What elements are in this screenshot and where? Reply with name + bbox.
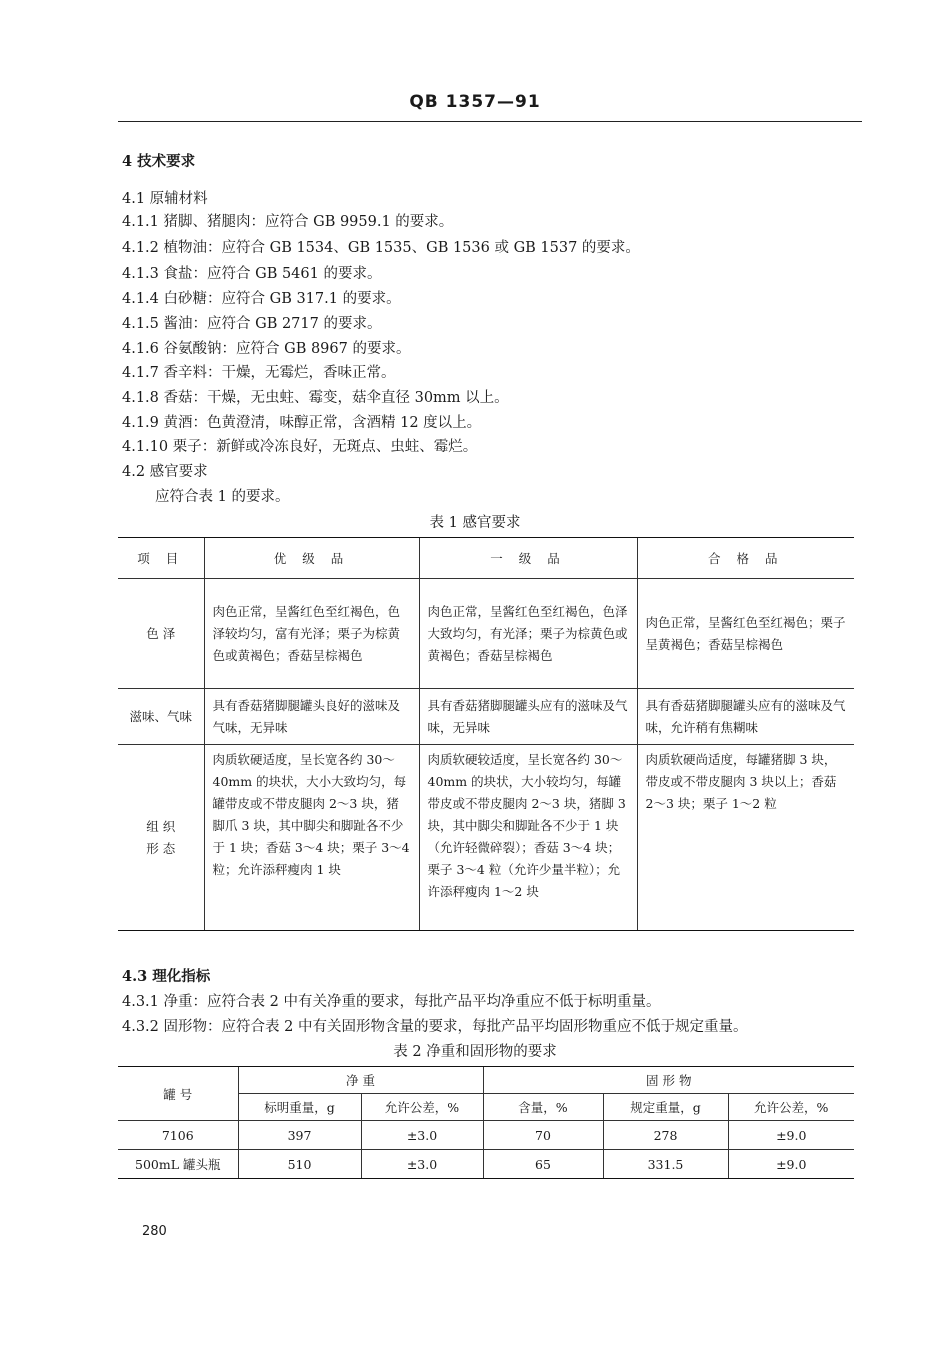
t2-cell: 500mL 罐头瓶 — [118, 1150, 238, 1179]
t2-header-can: 罐 号 — [118, 1067, 238, 1121]
t1-row-label: 组 织 形 态 — [118, 745, 204, 931]
section-4-title: 4 技术要求 — [122, 153, 196, 170]
t1-cell: 肉质软硬适度，呈长宽各约 30～40mm 的块状，大小大致均匀，每罐带皮或不带皮腿肉 2～3 块，猪脚爪 3 块，其中脚尖和脚趾各不少于 1 块；香菇 3～4 块；栗子 3～4 粒；允许添秤瘦肉 1 块 — [204, 745, 419, 931]
t2-subheader: 允许公差，% — [728, 1094, 854, 1121]
t1-cell: 具有香菇猪脚腿罐头应有的滋味及气味，允许稍有焦糊味 — [637, 689, 854, 745]
t1-cell: 具有香菇猪脚腿罐头良好的滋味及气味，无异味 — [204, 689, 419, 745]
clause-4-1-7: 4.1.7 香辛料：干燥，无霉烂，香味正常。 — [122, 365, 396, 381]
t2-subheader: 标明重量，g — [238, 1094, 361, 1121]
t1-header-qualified: 合 格 品 — [637, 538, 854, 579]
clause-4-3-1: 4.3.1 净重：应符合表 2 中有关净重的要求，每批产品平均净重应不低于标明重量。 — [122, 994, 661, 1010]
header-rule — [118, 121, 862, 122]
t2-cell: 7106 — [118, 1121, 238, 1150]
t2-cell: ±3.0 — [361, 1150, 483, 1179]
t1-cell: 具有香菇猪脚腿罐头应有的滋味及气味，无异味 — [419, 689, 637, 745]
clause-4-1-1: 4.1.1 猪脚、猪腿肉：应符合 GB 9959.1 的要求。 — [122, 214, 454, 230]
clause-4-1-4: 4.1.4 白砂糖：应符合 GB 317.1 的要求。 — [122, 291, 401, 307]
page-number: 280 — [142, 1224, 167, 1239]
t2-cell: 397 — [238, 1121, 361, 1150]
clause-4-1-2: 4.1.2 植物油：应符合 GB 1534、GB 1535、GB 1536 或 GB 1537 的要求。 — [122, 240, 640, 256]
clause-4-1-6: 4.1.6 谷氨酸钠：应符合 GB 8967 的要求。 — [122, 341, 411, 357]
t1-row-label: 色 泽 — [118, 579, 204, 689]
standard-code-header: QB 1357—91 — [409, 92, 541, 112]
t1-cell: 肉色正常，呈酱红色至红褐色；栗子呈黄褐色；香菇呈棕褐色 — [637, 579, 854, 689]
t2-cell: ±9.0 — [728, 1150, 854, 1179]
clause-4-1-10: 4.1.10 栗子：新鲜或冷冻良好，无斑点、虫蛀、霉烂。 — [122, 439, 478, 455]
table-2-caption: 表 2 净重和固形物的要求 — [393, 1044, 557, 1060]
section-4-1-title: 4.1 原辅材料 — [122, 191, 208, 207]
t1-header-premium: 优 级 品 — [204, 538, 419, 579]
clause-4-1-9: 4.1.9 黄酒：色黄澄清，味醇正常，含酒精 12 度以上。 — [122, 415, 482, 431]
t2-subheader: 允许公差，% — [361, 1094, 483, 1121]
clause-4-1-5: 4.1.5 酱油：应符合 GB 2717 的要求。 — [122, 316, 382, 332]
t2-cell: ±3.0 — [361, 1121, 483, 1150]
table-1-caption: 表 1 感官要求 — [429, 515, 521, 531]
t2-cell: ±9.0 — [728, 1121, 854, 1150]
t2-subheader: 规定重量，g — [603, 1094, 728, 1121]
section-4-3-title: 4.3 理化指标 — [122, 968, 211, 985]
clause-4-1-8: 4.1.8 香菇：干燥，无虫蛀、霉变，菇伞直径 30mm 以上。 — [122, 390, 509, 406]
sensory-requirements-table — [118, 537, 854, 931]
t2-subheader: 含量，% — [483, 1094, 603, 1121]
t2-header-solids: 固 形 物 — [483, 1067, 854, 1094]
t2-cell: 510 — [238, 1150, 361, 1179]
t2-cell: 70 — [483, 1121, 603, 1150]
net-weight-solids-table — [118, 1066, 854, 1179]
t1-cell: 肉色正常，呈酱红色至红褐色，色泽较均匀，富有光泽；栗子为棕黄色或黄褐色；香菇呈棕褐色 — [204, 579, 419, 689]
section-4-2-title: 4.2 感官要求 — [122, 464, 208, 480]
t1-row-label: 滋味、气味 — [118, 689, 204, 745]
t1-header-item: 项 目 — [118, 538, 204, 579]
clause-4-1-3: 4.1.3 食盐：应符合 GB 5461 的要求。 — [122, 266, 382, 282]
t1-cell: 肉质软硬尚适度，每罐猪脚 3 块，带皮或不带皮腿肉 3 块以上；香菇 2～3 块；栗子 1～2 粒 — [637, 745, 854, 931]
t2-header-net: 净 重 — [238, 1067, 483, 1094]
t2-cell: 331.5 — [603, 1150, 728, 1179]
section-4-2-text: 应符合表 1 的要求。 — [155, 489, 290, 505]
clause-4-3-2: 4.3.2 固形物：应符合表 2 中有关固形物含量的要求，每批产品平均固形物重应不低于规定重量。 — [122, 1019, 748, 1035]
t1-header-first-grade: 一 级 品 — [419, 538, 637, 579]
t2-cell: 278 — [603, 1121, 728, 1150]
t2-cell: 65 — [483, 1150, 603, 1179]
t1-cell: 肉质软硬较适度，呈长宽各约 30～40mm 的块状，大小较均匀，每罐带皮或不带皮腿肉 2～3 块，猪脚 3 块，其中脚尖和脚趾各不少于 1 块（允许轻微碎裂）；香菇 3～4 块；栗子 3～4 粒（允许少量半粒）；允许添秤瘦肉 1～2 块 — [419, 745, 637, 931]
t1-cell: 肉色正常，呈酱红色至红褐色，色泽大致均匀，有光泽；栗子为棕黄色或黄褐色；香菇呈棕褐色 — [419, 579, 637, 689]
